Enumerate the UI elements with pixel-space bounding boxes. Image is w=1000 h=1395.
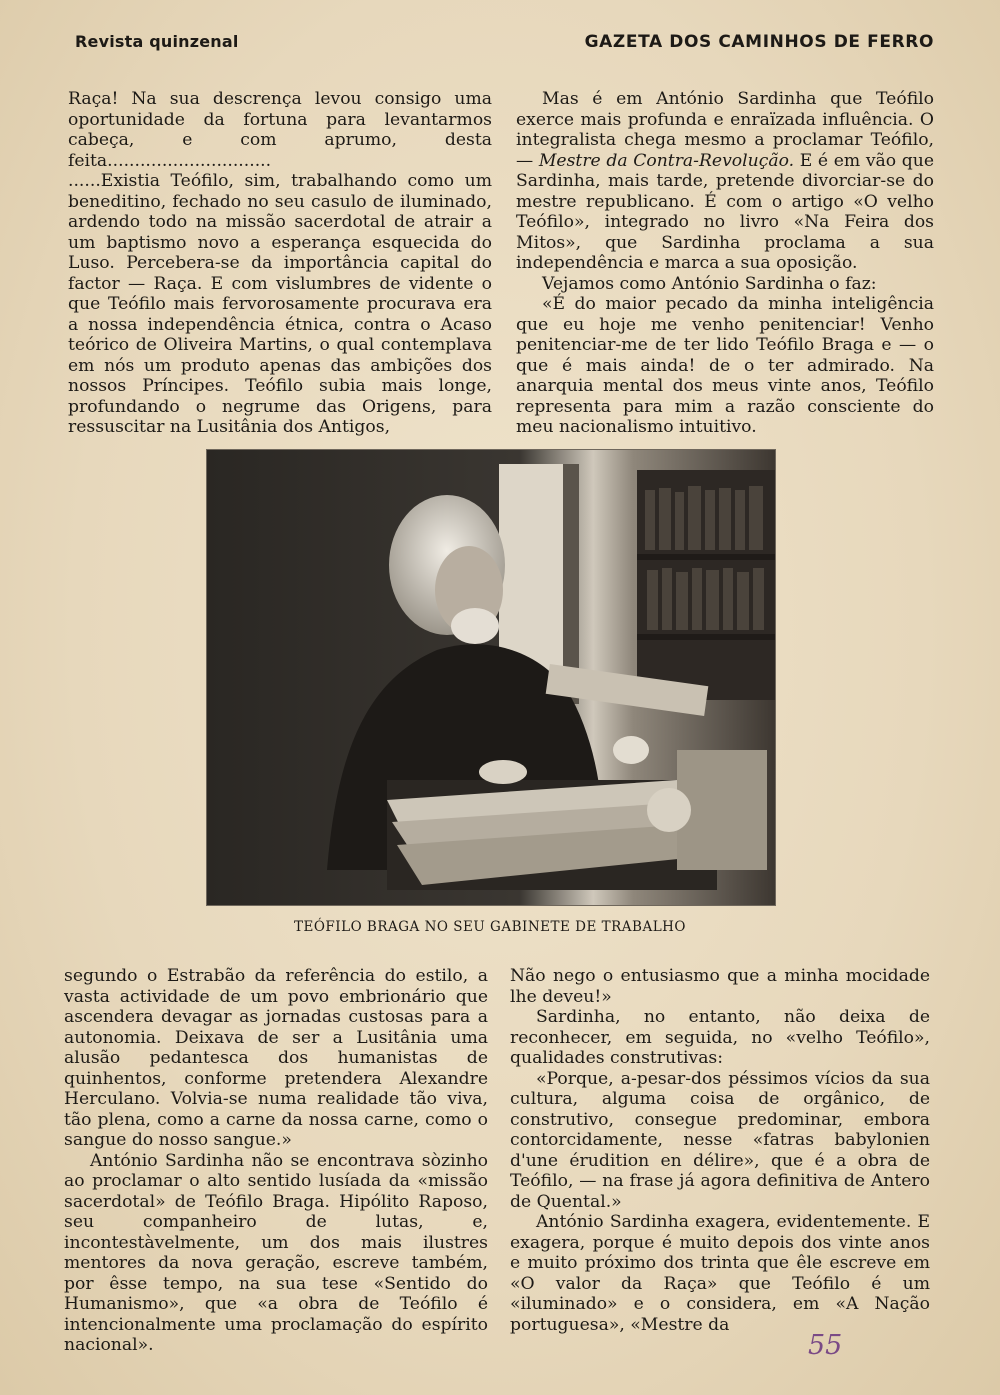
column-bottom-right xyxy=(510,966,930,1335)
column-bottom-left xyxy=(64,966,488,1356)
paragraph: segundo o Estrabão da referência do estilo, a vasta actividade de um povo embrionário que ascendera devagar as jornadas custosas para a autonomia. Deixava de ser a Lusitânia uma alusão pedantesca dos humanistas de quinhentos, conforme pretendera Alexandre Herculano. Volvia-se numa realidade tão viva, tão plena, como a carne da nossa carne, como o sangue do nosso sangue.» xyxy=(64,966,488,1150)
photograph-image xyxy=(207,450,775,905)
paragraph: António Sardinha não se encontrava sòzinho ao proclamar o alto sentido lusíada da «missão sacerdotal» de Teófilo Braga. Hipólito Raposo, seu companheiro de lutas, e, incontestàvelmente, um dos mais ilustres mentores da nova geração, escreve também, por êsse tempo, na sua tese «Sentido do Humanismo», que «a obra de Teófilo é intencionalmente uma proclamação do espírito nacional». xyxy=(64,1150,488,1355)
running-header-right: GAZETA DOS CAMINHOS DE FERRO xyxy=(584,32,934,52)
paragraph: Não nego o entusiasmo que a minha mocidade lhe deveu!» xyxy=(510,966,930,1007)
column-top-right xyxy=(516,89,934,438)
paragraph xyxy=(516,89,934,274)
quotation: «É do maior pecado da minha inteligência que eu hoje me venho penitenciar! Venho penitenciar-me de ter lido Teófilo Braga e — o que é mais ainda! de o ter admirado. Na anarquia mental dos meus vinte anos, Teófilo representa para mim a razão consciente do meu nacionalismo intuitivo. xyxy=(516,294,934,437)
book-title: Mestre da Contra-Revolução. xyxy=(538,150,795,171)
column-top-left xyxy=(68,89,492,438)
photo-caption: TEÓFILO BRAGA NO SEU GABINETE DE TRABALHO xyxy=(293,919,687,935)
photograph xyxy=(206,449,776,906)
quotation: «Porque, a-pesar-dos péssimos vícios da sua cultura, alguma coisa de orgânico, de construtivo, consegue predominar, embora contorcidamente, nesse «fatras babylonien d'une érudition en délire», que é a obra de Teófilo, — na frase já agora definitiva de Antero de Quental.» xyxy=(510,1068,930,1212)
running-header-left: Revista quinzenal xyxy=(75,32,239,51)
paragraph: ......Existia Teófilo, sim, trabalhando como um beneditino, fechado no seu casulo de iluminado, ardendo todo na missão sacerdotal de atrair a um baptismo novo a esperança esquecida do Luso. Percebera-se da importância capital do factor — Raça. E com vislumbres de vidente o que Teófilo mais fervorosamente procurava era a nossa independência étnica, contra o Acaso teórico de Oliveira Martins, o qual contemplava em nós um produto apenas das ambições dos nossos Príncipes. Teófilo subia mais longe, profundando o negrume das Origens, para ressuscitar na Lusitânia dos Antigos, xyxy=(68,171,492,437)
paragraph: Vejamos como António Sardinha o faz: xyxy=(542,273,877,294)
paragraph: Sardinha, no entanto, não deixa de reconhecer, em seguida, no «velho Teófilo», qualidades construtivas: xyxy=(510,1007,930,1068)
paragraph-text: Mas é em António Sardinha que Teófilo exerce mais profunda e enraïzada influência. O integralista chega mesmo a proclamar Teófilo, — xyxy=(516,89,934,171)
paragraph: António Sardinha exagera, evidentemente. E exagera, porque é muito depois dos vinte anos e muito próximo dos trinta que êle escreve em «O valor da Raça» que Teófilo é um «iluminado» e o considera, em «A Nação portuguesa», «Mestre da xyxy=(510,1212,930,1335)
page-number: 55 xyxy=(808,1330,843,1361)
paragraph: Raça! Na sua descrença levou consigo uma oportunidade da fortuna para levantarmos cabeça, e com aprumo, desta feita.............................. xyxy=(68,89,492,171)
paragraph-text: E é em vão que Sardinha, mais tarde, pretende divorciar-se do mestre republicano. É com o artigo «O velho Teófilo», integrado no livro «Na Feira dos Mitos», que Sardinha proclama a sua independência e marca a sua oposição. xyxy=(516,150,934,273)
